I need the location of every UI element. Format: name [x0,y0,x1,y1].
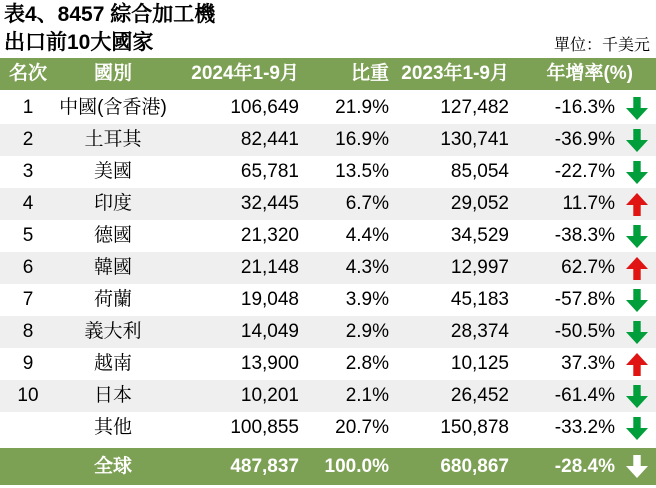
country-cell: 荷蘭 [93,289,132,310]
down-arrow-icon [626,455,648,478]
table-row [0,348,656,380]
yoy-cell: -36.9% [554,129,615,150]
country-cell: 日本 [93,385,132,406]
country-cell: 美國 [93,161,132,182]
down-arrow-icon [626,129,648,152]
country-cell: 其他 [93,417,132,438]
table-header-row [0,58,656,90]
column-header-rank: 名次 [8,63,47,84]
down-arrow-icon [626,97,648,120]
share-cell: 21.9% [335,97,389,118]
yoy-cell: -50.5% [554,321,615,342]
rank-cell: 5 [22,225,34,246]
value-2024-cell: 487,837 [230,456,299,477]
yoy-cell: -57.8% [554,289,615,310]
rank-cell: 6 [22,257,34,278]
rank-cell: 1 [22,97,34,118]
value-2023-cell: 127,482 [440,97,509,118]
figure-title-line1: 表4、8457 綜合加工機 [4,3,216,26]
rank-cell: 10 [17,385,39,406]
country-cell: 越南 [93,353,132,374]
share-cell: 6.7% [345,193,389,214]
share-cell: 2.1% [345,385,389,406]
down-arrow-icon [626,417,648,440]
share-cell: 13.5% [335,161,389,182]
value-2023-cell: 680,867 [440,456,509,477]
rank-cell: 8 [22,321,34,342]
total-row [0,448,656,485]
rank-cell: 4 [22,193,34,214]
down-arrow-icon [626,321,648,344]
value-2024-cell: 82,441 [240,129,299,150]
rank-cell: 7 [22,289,34,310]
table-row [0,92,656,124]
value-2023-cell: 12,997 [450,257,509,278]
share-cell: 4.4% [345,225,389,246]
up-arrow-icon [626,193,648,216]
table-body [0,92,656,444]
up-arrow-icon [626,257,648,280]
yoy-cell: -38.3% [554,225,615,246]
title-block [4,1,215,57]
trend-arrow-cell [618,220,656,252]
trend-arrow-cell [618,252,656,284]
yoy-cell: -22.7% [554,161,615,182]
trend-arrow-cell [618,348,656,380]
yoy-cell: -61.4% [554,385,615,406]
share-cell: 3.9% [345,289,389,310]
unit-label: 單位：千美元 [553,37,650,54]
share-cell: 100.0% [324,456,389,477]
value-2024-cell: 19,048 [240,289,299,310]
rank-cell: 9 [22,353,34,374]
table-row [0,156,656,188]
value-2024-cell: 13,900 [240,353,299,374]
value-2024-cell: 106,649 [230,97,299,118]
down-arrow-icon [626,225,648,248]
yoy-cell: 11.7% [562,193,615,214]
rank-cell [0,448,56,485]
down-arrow-icon [626,385,648,408]
trend-arrow-cell [618,448,656,485]
country-cell: 土耳其 [84,129,142,150]
rank-cell [0,412,56,444]
yoy-cell: -16.3% [554,97,615,118]
value-2023-cell: 29,052 [450,193,509,214]
trend-arrow-cell [618,92,656,124]
table-row [0,220,656,252]
country-cell: 印度 [93,193,132,214]
down-arrow-icon [626,289,648,312]
value-2024-cell: 21,320 [240,225,299,246]
table-row [0,412,656,444]
table-row [0,380,656,412]
down-arrow-icon [626,161,648,184]
value-2023-cell: 130,741 [440,129,509,150]
trend-arrow-cell [618,412,656,444]
table-row [0,284,656,316]
export-table [0,58,656,485]
value-2024-cell: 21,148 [240,257,299,278]
country-cell: 德國 [93,225,132,246]
trend-arrow-cell [618,284,656,316]
country-cell: 韓國 [93,257,132,278]
column-header-yoy: 年增率(%) [546,63,633,84]
value-2024-cell: 10,201 [240,385,299,406]
value-2023-cell: 150,878 [440,417,509,438]
trend-arrow-cell [618,188,656,220]
value-2023-cell: 85,054 [450,161,509,182]
value-2023-cell: 28,374 [450,321,509,342]
yoy-cell: 62.7% [561,257,615,278]
value-2024-cell: 100,855 [230,417,299,438]
value-2023-cell: 34,529 [450,225,509,246]
up-arrow-icon [626,353,648,376]
value-2024-cell: 32,445 [240,193,299,214]
column-header-share: 比重 [350,63,389,84]
share-cell: 20.7% [335,417,389,438]
share-cell: 2.8% [345,353,389,374]
trend-arrow-cell [618,316,656,348]
value-2023-cell: 45,183 [450,289,509,310]
figure-title-line2: 出口前10大國家 [4,31,154,54]
country-cell: 全球 [93,456,132,477]
value-2024-cell: 14,049 [240,321,299,342]
value-2023-cell: 10,125 [450,353,509,374]
share-cell: 4.3% [345,257,389,278]
table-row [0,252,656,284]
value-2024-cell: 65,781 [240,161,299,182]
table-row [0,316,656,348]
trend-arrow-cell [618,124,656,156]
rank-cell: 2 [22,129,34,150]
yoy-cell: -33.2% [554,417,615,438]
trend-arrow-cell [618,380,656,412]
column-header-country: 國別 [93,63,132,84]
share-cell: 2.9% [345,321,389,342]
trend-arrow-cell [618,156,656,188]
country-cell: 義大利 [84,321,142,342]
column-header-2023: 2023年1-9月 [401,63,509,84]
share-cell: 16.9% [335,129,389,150]
rank-cell: 3 [22,161,34,182]
country-cell: 中國(含香港) [59,97,167,118]
column-header-2024: 2024年1-9月 [191,63,299,84]
yoy-cell: -28.4% [554,456,615,477]
table-row [0,124,656,156]
value-2023-cell: 26,452 [450,385,509,406]
table-row [0,188,656,220]
yoy-cell: 37.3% [561,353,615,374]
